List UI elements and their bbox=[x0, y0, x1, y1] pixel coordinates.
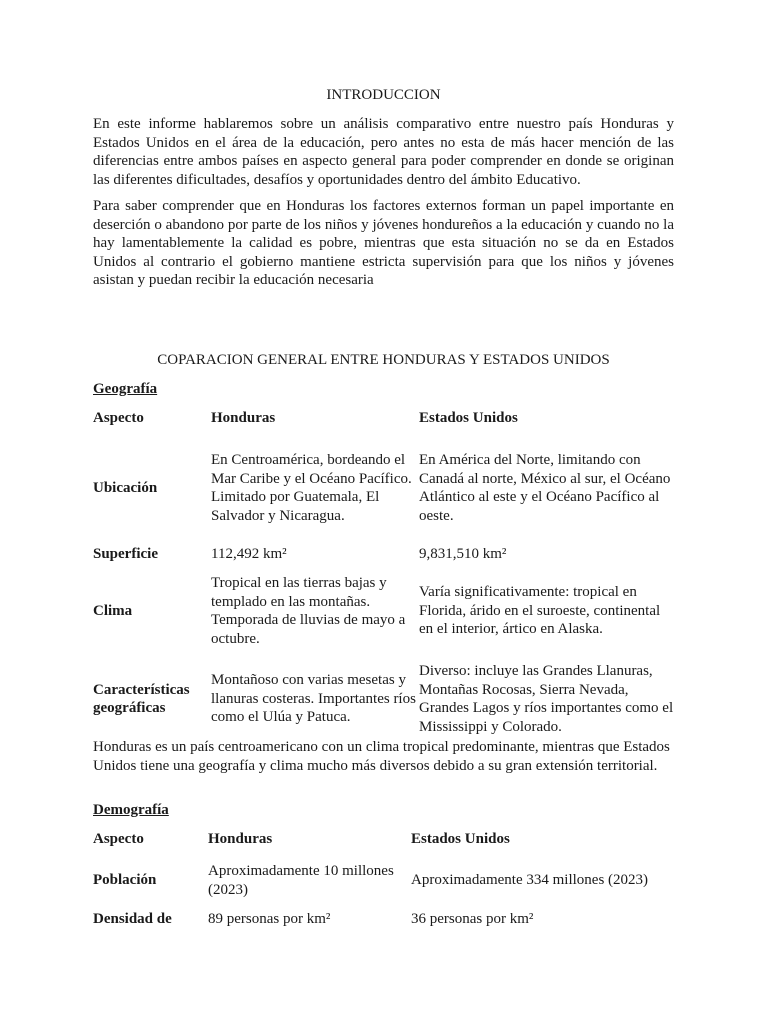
geography-summary: Honduras es un país centroamericano con un clima tropical predominante, mientras que Estados Unidos tiene una geografía y clima mucho más diversos debido a su gran extensión territorial. bbox=[93, 739, 670, 774]
geography-table bbox=[93, 400, 674, 745]
row-aspect: Características geográficas bbox=[93, 681, 190, 716]
table-header-row bbox=[93, 400, 674, 437]
table-row bbox=[93, 858, 674, 903]
row-honduras-value: 112,492 km² bbox=[211, 545, 287, 562]
demography-table bbox=[93, 821, 674, 935]
row-aspect: Ubicación bbox=[93, 479, 158, 496]
row-honduras-value: Montañoso con varias mesetas y llanuras costeras. Importantes ríos como el Ulúa y Patuca. bbox=[211, 672, 416, 726]
row-aspect: Clima bbox=[93, 602, 133, 619]
row-honduras-value: 89 personas por km² bbox=[208, 910, 331, 927]
table-row bbox=[93, 569, 674, 653]
row-usa-value: Varía significativamente: tropical en Florida, árido en el suroeste, continental en el interior, ártico en Alaska. bbox=[419, 584, 661, 638]
intro-paragraph-1: En este informe hablaremos sobre un análisis comparativo entre nuestro país Honduras y Estados Unidos en el área de la educación, pero antes no esta de más hacer mención de las diferencias entre ambos países en aspecto general para poder comprender en donde se originan las diferentes dificultades, desafíos y oportunidades dentro del ámbito Educativo. bbox=[93, 116, 674, 188]
row-aspect: Superficie bbox=[93, 545, 158, 562]
row-honduras-value: En Centroamérica, bordeando el Mar Caribe y el Océano Pacífico. Limitado por Guatemala, El Salvador y Nicaragua. bbox=[211, 452, 412, 524]
intro-title: INTRODUCCION bbox=[326, 87, 441, 103]
column-header-honduras: Honduras bbox=[208, 831, 273, 848]
row-aspect: Población bbox=[93, 872, 157, 889]
table-row bbox=[93, 437, 674, 539]
geography-heading: Geografía bbox=[93, 381, 158, 397]
row-usa-value: Diverso: incluye las Grandes Llanuras, Montañas Rocosas, Sierra Nevada, Grandes Lagos y ríos importantes como el Mississippi y Colorado. bbox=[419, 663, 674, 735]
column-header-usa: Estados Unidos bbox=[419, 410, 518, 427]
row-usa-value: 36 personas por km² bbox=[411, 910, 534, 927]
row-honduras-value: Tropical en las tierras bajas y templado en las montañas. Temporada de lluvias de mayo a octubre. bbox=[211, 575, 406, 647]
row-usa-value: En América del Norte, limitando con Canadá al norte, México al sur, el Océano Atlántico al este y el Océano Pacífico al oeste. bbox=[419, 452, 671, 524]
row-honduras-value: Aproximadamente 10 millones (2023) bbox=[208, 863, 394, 898]
intro-paragraph-2: Para saber comprender que en Honduras los factores externos forman un papel importante en deserción o abandono por parte de los niños y jóvenes hondureños a la educación y cuando no la hay lamentablemente la calidad es pobre, mientras que esta situación no se da en Estados Unidos al contrario el gobierno mantiene estricta supervisión para que los niños y jóvenes asistan y puedan recibir la educación necesaria bbox=[93, 198, 674, 288]
column-header-honduras: Honduras bbox=[211, 410, 276, 427]
row-aspect: Densidad de bbox=[93, 910, 172, 927]
table-row bbox=[93, 653, 674, 745]
demography-heading: Demografía bbox=[93, 802, 169, 818]
table-row bbox=[93, 903, 674, 935]
comparison-title: COPARACION GENERAL ENTRE HONDURAS Y ESTADOS UNIDOS bbox=[157, 352, 610, 368]
table-row bbox=[93, 539, 674, 569]
column-header-aspect: Aspecto bbox=[93, 831, 144, 848]
row-usa-value: 9,831,510 km² bbox=[419, 545, 507, 562]
table-header-row bbox=[93, 821, 674, 858]
row-usa-value: Aproximadamente 334 millones (2023) bbox=[411, 872, 649, 889]
column-header-usa: Estados Unidos bbox=[411, 831, 510, 848]
column-header-aspect: Aspecto bbox=[93, 410, 144, 427]
